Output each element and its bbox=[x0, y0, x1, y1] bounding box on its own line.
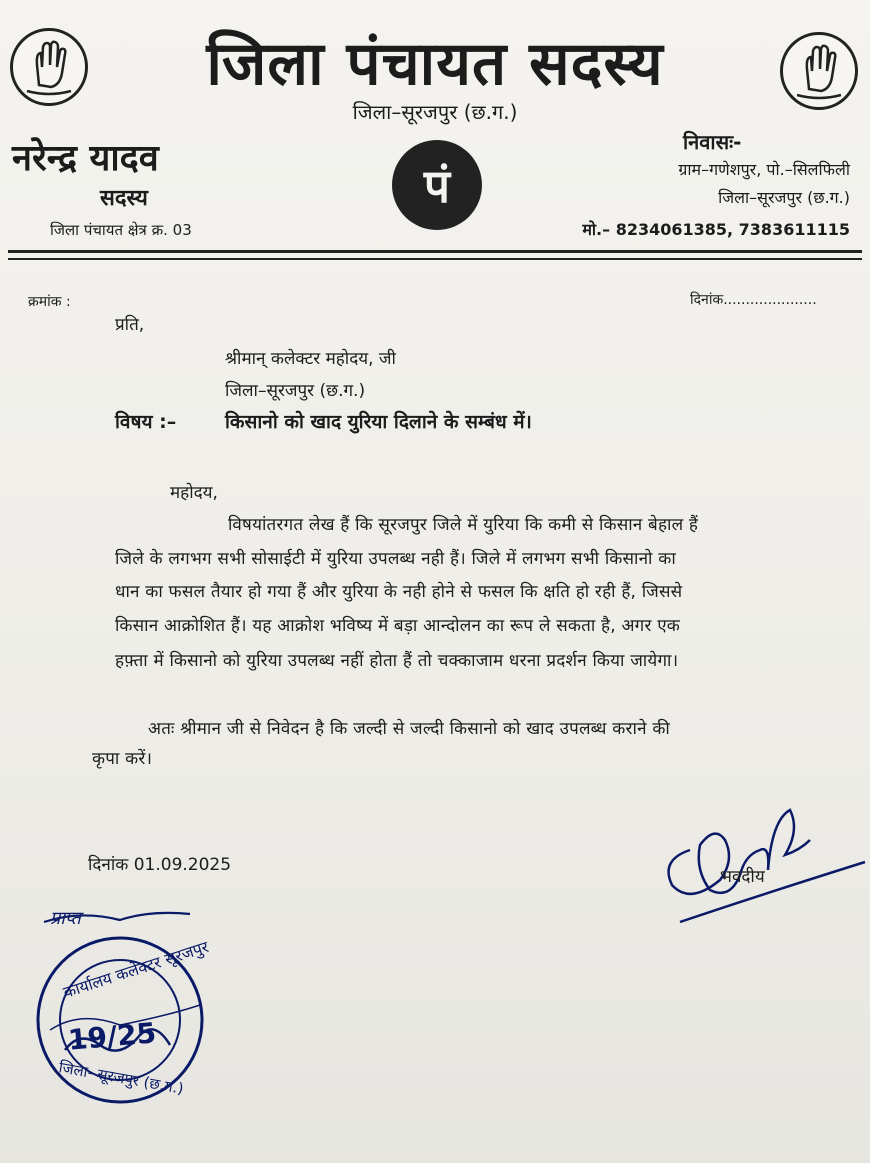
salutation: महोदय, bbox=[170, 483, 218, 503]
para1-line-1: विषयांतरगत लेख हैं कि सूरजपुर जिले में युरिया कि कमी से किसान बेहाल हैं bbox=[228, 515, 699, 535]
reference-label: क्रमांक : bbox=[28, 294, 71, 310]
address-line-1: ग्राम–गणेशपुर, पो.–सिलफिली bbox=[678, 160, 850, 179]
stamp-signature-note: प्राप्त bbox=[50, 908, 81, 929]
recipient: श्रीमान् कलेक्टर महोदय, जी bbox=[225, 349, 396, 369]
constituency: जिला पंचायत क्षेत्र क्र. 03 bbox=[50, 221, 192, 239]
residence-label: निवासः- bbox=[683, 130, 742, 154]
panchayat-logo-glyph: पं bbox=[423, 159, 451, 213]
para1-line-5: हफ़्ता में किसानो को युरिया उपलब्ध नहीं होता हैं तो चक्काजाम धरना प्रदर्शन किया जायेगा। bbox=[115, 651, 679, 671]
panchayat-logo-icon bbox=[392, 140, 482, 230]
header-rule-thin bbox=[8, 258, 862, 260]
stamp-handwritten-date: 19/25 bbox=[66, 1016, 158, 1057]
header-rule-thick bbox=[8, 250, 862, 253]
letterhead-district: जिला–सूरजपुर (छ.ग.) bbox=[352, 100, 518, 124]
to-label: प्रति, bbox=[115, 315, 145, 335]
stamp-top-text: कार्यालय कलेक्टर सूरजपुर bbox=[60, 937, 211, 1002]
para1-line-4: किसान आक्रोशित हैं। यह आक्रोश भविष्य में बड़ा आन्दोलन का रूप ले सकता है, अगर एक bbox=[115, 616, 681, 636]
para1-line-3: धान का फसल तैयार हो गया हैं और युरिया के नही होने से फसल कि क्षति हो रही हैं, जिससे bbox=[115, 582, 683, 602]
recipient-place: जिला–सूरजपुर (छ.ग.) bbox=[225, 381, 366, 401]
address-line-2: जिला–सूरजपुर (छ.ग.) bbox=[718, 188, 850, 207]
member-role: सदस्य bbox=[100, 186, 148, 211]
date-label: दिनांक..................... bbox=[690, 292, 817, 308]
para2-line-2: कृपा करें। bbox=[92, 749, 153, 769]
stamp-bottom-text: जिला- सूरजपुर (छ.ग.) bbox=[57, 1058, 185, 1098]
closing: भवदीय bbox=[720, 867, 765, 887]
letter-date: दिनांक 01.09.2025 bbox=[88, 855, 232, 875]
subject-label: विषय :– bbox=[115, 411, 177, 433]
phone-numbers: मो.– 8234061385, 7383611115 bbox=[582, 220, 850, 239]
para1-line-2: जिले के लगभग सभी सोसाईटी में युरिया उपलब्ध नही हैं। जिले में लगभग सभी किसानो का bbox=[115, 549, 676, 569]
member-name: नरेन्द्र यादव bbox=[12, 138, 159, 179]
subject-text: किसानो को खाद युरिया दिलाने के सम्बंध में। bbox=[225, 411, 532, 433]
para2-line-1: अतः श्रीमान जी से निवेदन है कि जल्दी से जल्दी किसानो को खाद उपलब्ध कराने की bbox=[148, 719, 670, 739]
letterhead-title: जिला पंचायत सदस्य bbox=[206, 29, 664, 99]
